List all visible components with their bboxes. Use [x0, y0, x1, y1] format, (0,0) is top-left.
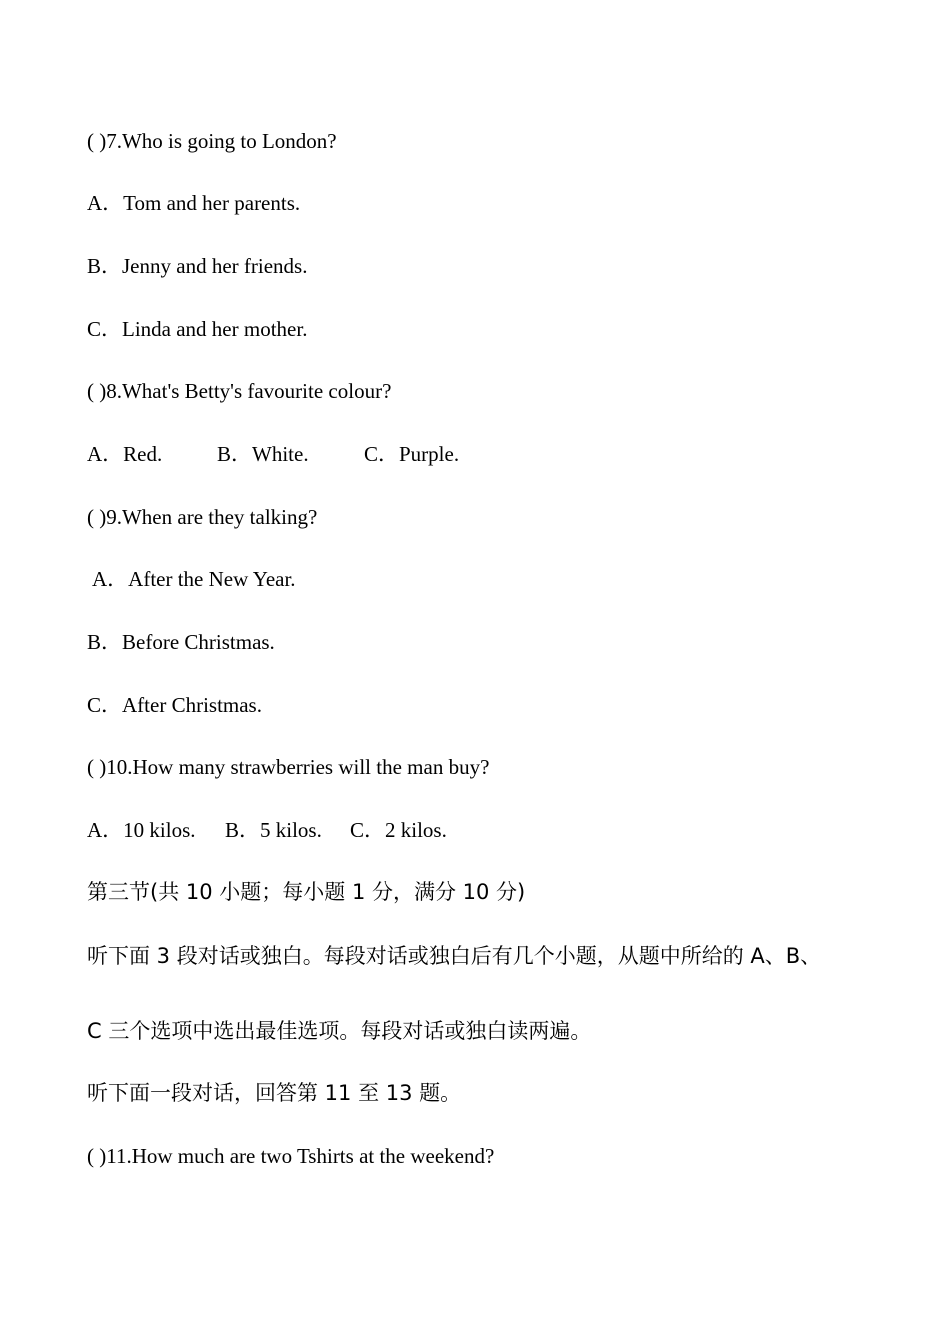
question-7-option-b: B．Jenny and her friends. [87, 254, 308, 278]
question-8-options [87, 440, 459, 468]
question-7-option-c: C．Linda and her mother. [87, 317, 308, 341]
question-10: ( )10.How many strawberries will the man buy? [87, 755, 490, 779]
question-9: ( )9.When are they talking? [87, 505, 318, 529]
question-8: ( )8.What's Betty's favourite colour? [87, 379, 392, 403]
dialogue-intro: 听下面一段对话，回答第 11 至 13 题。 [87, 1081, 462, 1105]
question-10-option-a: A．10 kilos. [87, 818, 196, 842]
section-3-heading: 第三节(共 10 小题；每小题 1 分，满分 10 分) [87, 880, 526, 904]
question-9-option-c: C．After Christmas. [87, 693, 262, 717]
question-7: ( )7.Who is going to London? [87, 129, 337, 153]
question-7-option-a: A．Tom and her parents. [87, 191, 301, 215]
question-9-option-b: B．Before Christmas. [87, 630, 275, 654]
section-3-instruction-line-2: C 三个选项中选出最佳选项。每段对话或独白读两遍。 [87, 1019, 592, 1043]
question-10-options [87, 816, 447, 844]
question-8-option-b: B．White. [217, 442, 309, 466]
question-9-option-a: A．After the New Year. [92, 567, 296, 591]
question-10-option-c: C．2 kilos. [350, 818, 447, 842]
question-8-option-c: C．Purple. [364, 442, 460, 466]
question-8-option-a: A．Red. [87, 442, 163, 466]
question-11: ( )11.How much are two Tshirts at the weekend? [87, 1144, 495, 1168]
section-3-instruction-line-1: 听下面 3 段对话或独白。每段对话或独白后有几个小题，从题中所给的 A、B、 [87, 944, 822, 968]
question-10-option-b: B．5 kilos. [225, 818, 322, 842]
